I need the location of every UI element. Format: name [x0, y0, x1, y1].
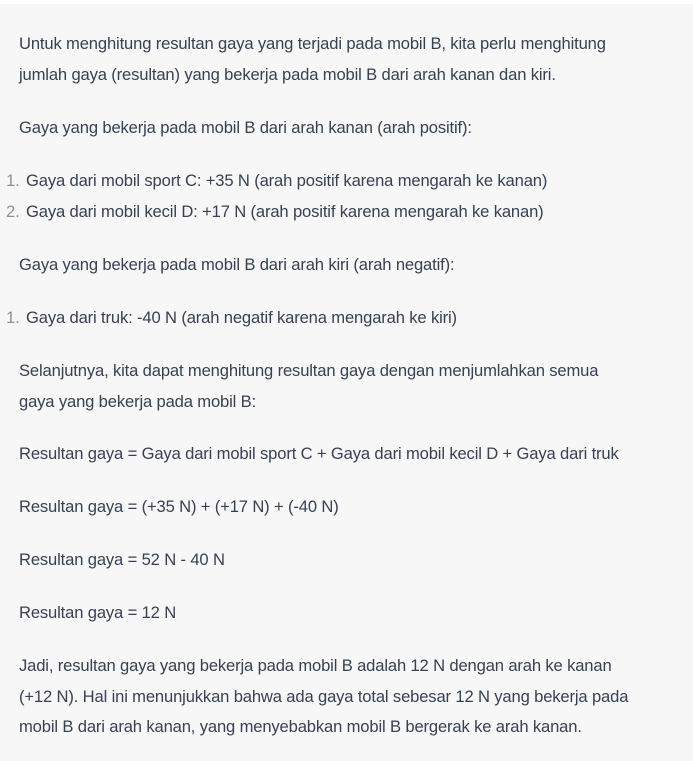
top-divider [0, 0, 693, 4]
equation-general: Resultan gaya = Gaya dari mobil sport C + Gaya dari mobil kecil D + Gaya dari truk [19, 444, 619, 463]
list-number: 1. [6, 308, 20, 327]
list-item [6, 302, 686, 333]
right-forces-heading: Gaya yang bekerja pada mobil B dari arah kanan (arah positif): [19, 118, 472, 137]
list-item [6, 196, 686, 227]
intro-line: jumlah gaya (resultan) yang bekerja pada mobil B dari arah kanan dan kiri. [19, 65, 556, 84]
intro-line: Untuk menghitung resultan gaya yang terjadi pada mobil B, kita perlu menghitung [19, 34, 606, 53]
equation-result: Resultan gaya = 12 N [19, 603, 177, 622]
conclusion-line: Jadi, resultan gaya yang bekerja pada mobil B adalah 12 N dengan arah ke kanan [19, 656, 612, 675]
list-item-text: Gaya dari truk: -40 N (arah negatif karena mengarah ke kiri) [26, 308, 457, 327]
list-number: 1. [6, 171, 20, 190]
list-number: 2. [6, 202, 20, 221]
equation-simplified: Resultan gaya = 52 N - 40 N [19, 550, 225, 569]
list-item-text: Gaya dari mobil kecil D: +17 N (arah positif karena mengarah ke kanan) [26, 202, 544, 221]
next-line: gaya yang bekerja pada mobil B: [19, 392, 257, 411]
conclusion-line: (+12 N). Hal ini menunjukkan bahwa ada gaya total sebesar 12 N yang bekerja pada [19, 687, 629, 706]
equation-substituted: Resultan gaya = (+35 N) + (+17 N) + (-40 N) [19, 497, 339, 516]
conclusion-line: mobil B dari arah kanan, yang menyebabkan mobil B bergerak ke arah kanan. [19, 717, 582, 736]
next-line: Selanjutnya, kita dapat menghitung resultan gaya dengan menjumlahkan semua [19, 361, 599, 380]
left-forces-heading: Gaya yang bekerja pada mobil B dari arah kiri (arah negatif): [19, 255, 455, 274]
list-item-text: Gaya dari mobil sport C: +35 N (arah positif karena mengarah ke kanan) [26, 171, 548, 190]
list-item [6, 165, 686, 196]
